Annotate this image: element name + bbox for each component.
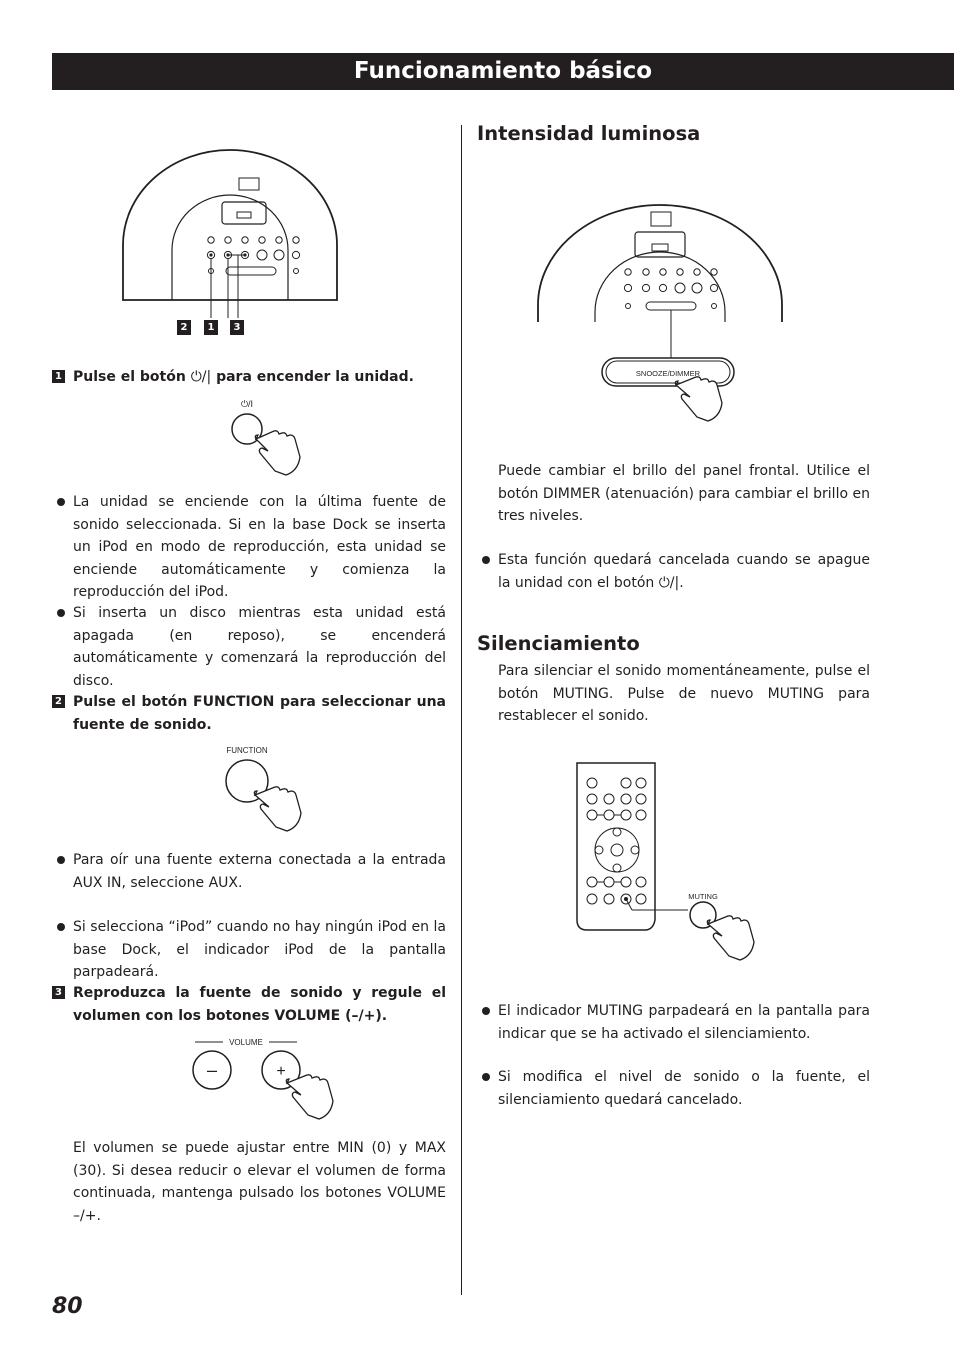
brightness-note-text: Esta función quedará cancelada cuando se apague la unidad con el botón: [498, 552, 870, 591]
function-button-illustration: [215, 743, 315, 838]
power-symbol-icon: ⏻/|: [190, 369, 212, 385]
unit-front-illustration: [115, 140, 345, 340]
bullet-text: La unidad se enciende con la última fuente de sonido seleccionada. Si en la base Dock se inserta un iPod en modo de reproducción, esta unidad se enciende automáticamente y comienza la reproducción del iPod.: [73, 494, 446, 600]
muting-button-label: MUTING: [688, 892, 718, 901]
page-title: Funcionamiento básico: [353, 58, 653, 84]
brightness-note: [498, 549, 870, 594]
callout-label: 3: [230, 320, 244, 335]
section-header-bar: [52, 53, 954, 90]
bullet-text: Para oír una fuente externa conectada a la entrada AUX IN, seleccione AUX.: [73, 852, 446, 891]
remote-control-illustration: [570, 760, 770, 965]
brightness-description: Puede cambiar el brillo del panel frontal. Utilice el botón DIMMER (atenuación) para cambiar el brillo en tres niveles.: [498, 463, 870, 524]
step-number: 1: [52, 370, 65, 383]
volume-plus-label: +: [276, 1063, 286, 1080]
callout-label: 1: [204, 320, 218, 335]
bullet-dot: [57, 923, 65, 931]
power-button-illustration: [220, 395, 310, 480]
bullet-dot: [482, 1073, 490, 1081]
step-1-instruction: [73, 366, 446, 389]
dimmer-unit-illustration: [530, 200, 790, 430]
callout-label: 2: [177, 320, 191, 335]
function-button-label: FUNCTION: [226, 746, 268, 755]
section-heading-muting: Silenciamiento: [477, 632, 640, 655]
volume-buttons-illustration: [185, 1035, 340, 1125]
volume-label: VOLUME: [229, 1038, 263, 1047]
step-1-text-end: para encender la unidad.: [211, 369, 414, 385]
step-number: 2: [52, 695, 65, 708]
step-1-text: Pulse el botón: [73, 369, 191, 385]
section-heading-brightness: Intensidad luminosa: [477, 122, 701, 145]
volume-description: El volumen se puede ajustar entre MIN (0) y MAX (30). Si desea reducir o elevar el volumen de forma continuada, mantenga pulsado los botones VOLUME –/+.: [73, 1140, 446, 1224]
bullet-text: El indicador MUTING parpadeará en la pantalla para indicar que se ha activado el silenciamiento.: [498, 1003, 870, 1042]
bullet-text: Si inserta un disco mientras esta unidad está apagada (en reposo), se encenderá automáticamente y comenzará la reproducción del disco.: [73, 605, 446, 689]
page-number: 80: [52, 1294, 83, 1319]
power-symbol-icon: ⏻/|: [658, 574, 680, 591]
brightness-note-end: .: [679, 574, 684, 591]
step-2-instruction: Pulse el botón FUNCTION para seleccionar una fuente de sonido.: [73, 694, 446, 733]
step-3-instruction: Reproduzca la fuente de sonido y regule el volumen con los botones VOLUME (–/+).: [73, 985, 446, 1024]
column-divider: [461, 125, 462, 1295]
bullet-dot: [482, 1007, 490, 1015]
bullet-text: Si selecciona “iPod” cuando no hay ningún iPod en la base Dock, el indicador iPod de la pantalla parpadeará.: [73, 919, 446, 980]
volume-minus-label: –: [206, 1060, 218, 1080]
power-button-label: ⏻/I: [240, 399, 254, 409]
bullet-text: Si modifica el nivel de sonido o la fuente, el silenciamiento quedará cancelado.: [498, 1069, 870, 1108]
snooze-dimmer-label: SNOOZE/DIMMER: [635, 369, 701, 378]
muting-description: Para silenciar el sonido momentáneamente, pulse el botón MUTING. Pulse de nuevo MUTING para restablecer el sonido.: [498, 663, 870, 724]
bullet-dot: [482, 556, 490, 564]
bullet-dot: [57, 498, 65, 506]
step-number: 3: [52, 986, 65, 999]
bullet-dot: [57, 609, 65, 617]
bullet-dot: [57, 856, 65, 864]
